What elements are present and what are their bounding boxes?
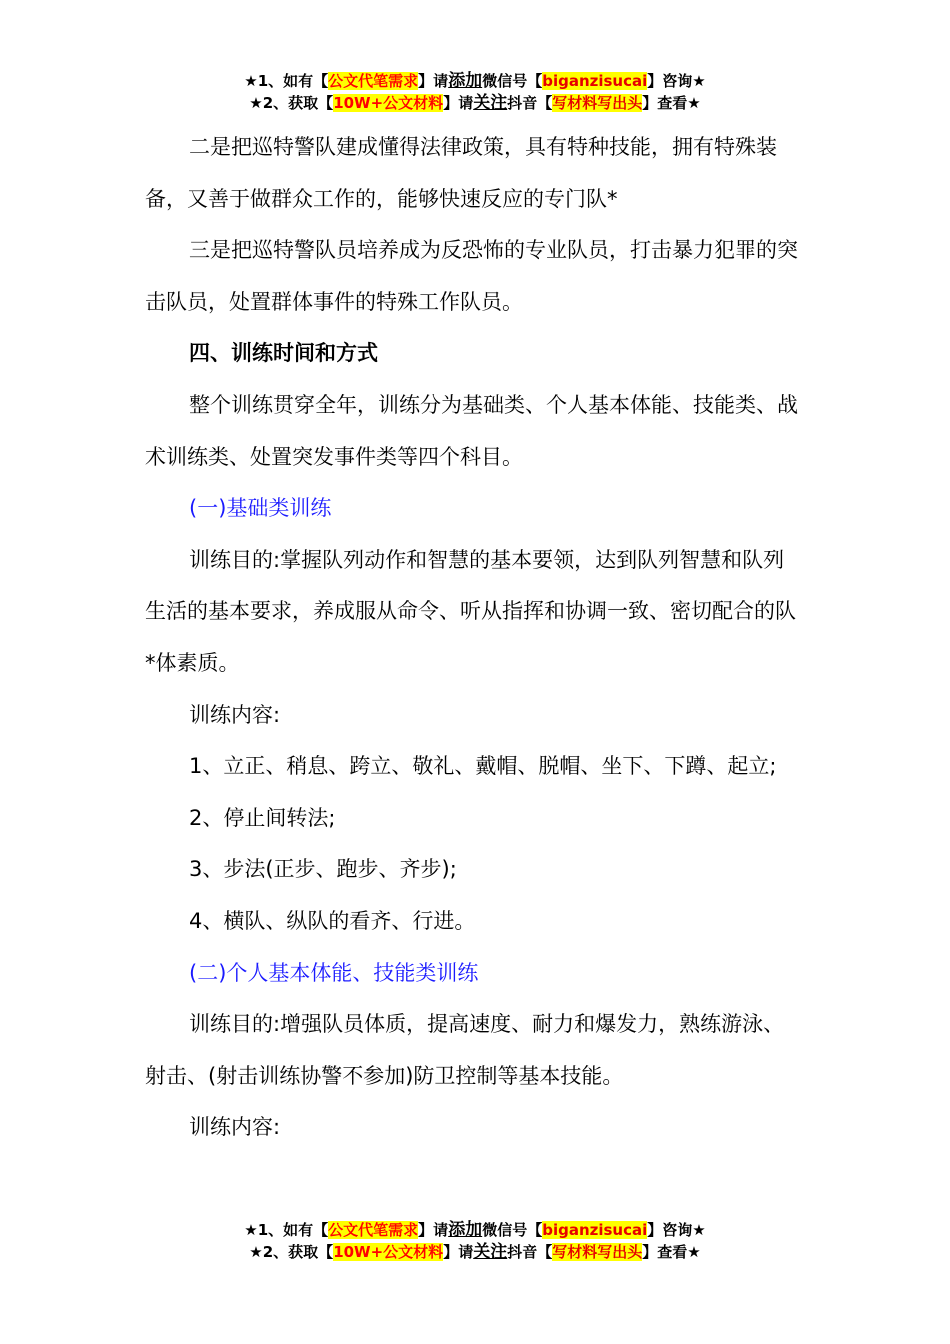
- banner-text: 】查看★: [642, 94, 701, 112]
- banner-underlined: 添加: [448, 1220, 483, 1240]
- banner-line-1: [0, 1219, 950, 1241]
- banner-underlined: 关注: [473, 1242, 508, 1262]
- banner-line-2: [0, 92, 950, 114]
- bottom-banner: [0, 1219, 950, 1263]
- banner-highlight: 写材料写出头: [552, 94, 643, 112]
- document-body: [145, 122, 805, 1154]
- paragraph: 整个训练贯穿全年，训练分为基础类、个人基本体能、技能类、战术训练类、处置突发事件类等四个科目。: [145, 392, 798, 469]
- banner-highlight: 公文代笔需求: [328, 72, 419, 90]
- banner-text: 微信号【: [482, 72, 543, 90]
- banner-text: 】请: [418, 72, 449, 90]
- banner-highlight: 10W+公文材料: [333, 94, 444, 112]
- paragraph: 训练目的:增强队员体质，提高速度、耐力和爆发力，熟练游泳、射击、(射击训练协警不参加)防卫控制等基本技能。: [145, 1012, 785, 1088]
- banner-highlight: 写材料写出头: [552, 1243, 643, 1261]
- paragraph: 训练内容:: [189, 702, 281, 727]
- banner-underlined: 关注: [473, 93, 508, 113]
- banner-text: ★2、获取【: [249, 94, 334, 112]
- banner-text: 】请: [443, 1243, 474, 1261]
- banner-line-2: [0, 1241, 950, 1263]
- banner-text: 】查看★: [642, 1243, 701, 1261]
- banner-line-1: [0, 70, 950, 92]
- paragraph: 训练目的:掌握队列动作和智慧的基本要领，达到队列智慧和队列生活的基本要求，养成服从命令、听从指挥和协调一致、密切配合的队*体素质。: [145, 547, 796, 675]
- banner-text: 】咨询★: [647, 1221, 706, 1239]
- list-item: 1、立正、稍息、跨立、敬礼、戴帽、脱帽、坐下、下蹲、起立;: [189, 754, 777, 779]
- banner-text: 抖音【: [507, 94, 553, 112]
- subsection-heading: (一)基础类训练: [189, 496, 332, 521]
- paragraph: 二是把巡特警队建成懂得法律政策，具有特种技能，拥有特殊装备，又善于做群众工作的，能够快速反应的专门队*: [145, 135, 777, 211]
- banner-text: ★2、获取【: [249, 1243, 334, 1261]
- list-item: 4、横队、纵队的看齐、行进。: [189, 908, 476, 933]
- top-banner: [0, 70, 950, 114]
- banner-highlight: 公文代笔需求: [328, 1221, 419, 1239]
- banner-highlight: 10W+公文材料: [333, 1243, 444, 1261]
- list-item: 2、停止间转法;: [189, 805, 336, 830]
- section-heading: 四、训练时间和方式: [189, 341, 378, 366]
- banner-text: 抖音【: [507, 1243, 553, 1261]
- banner-text: 】请: [418, 1221, 449, 1239]
- banner-text: ★1、如有【: [244, 72, 329, 90]
- banner-text: 微信号【: [482, 1221, 543, 1239]
- banner-text: 】咨询★: [647, 72, 706, 90]
- list-item: 3、步法(正步、跑步、齐步);: [189, 857, 457, 882]
- banner-highlight: biganzisucai: [542, 72, 648, 90]
- banner-underlined: 添加: [448, 71, 483, 91]
- subsection-heading: (二)个人基本体能、技能类训练: [189, 960, 479, 985]
- banner-highlight: biganzisucai: [542, 1221, 648, 1239]
- paragraph: 三是把巡特警队员培养成为反恐怖的专业队员，打击暴力犯罪的突击队员，处置群体事件的特殊工作队员。: [145, 238, 798, 314]
- banner-text: ★1、如有【: [244, 1221, 329, 1239]
- banner-text: 】请: [443, 94, 474, 112]
- paragraph: 训练内容:: [189, 1115, 281, 1140]
